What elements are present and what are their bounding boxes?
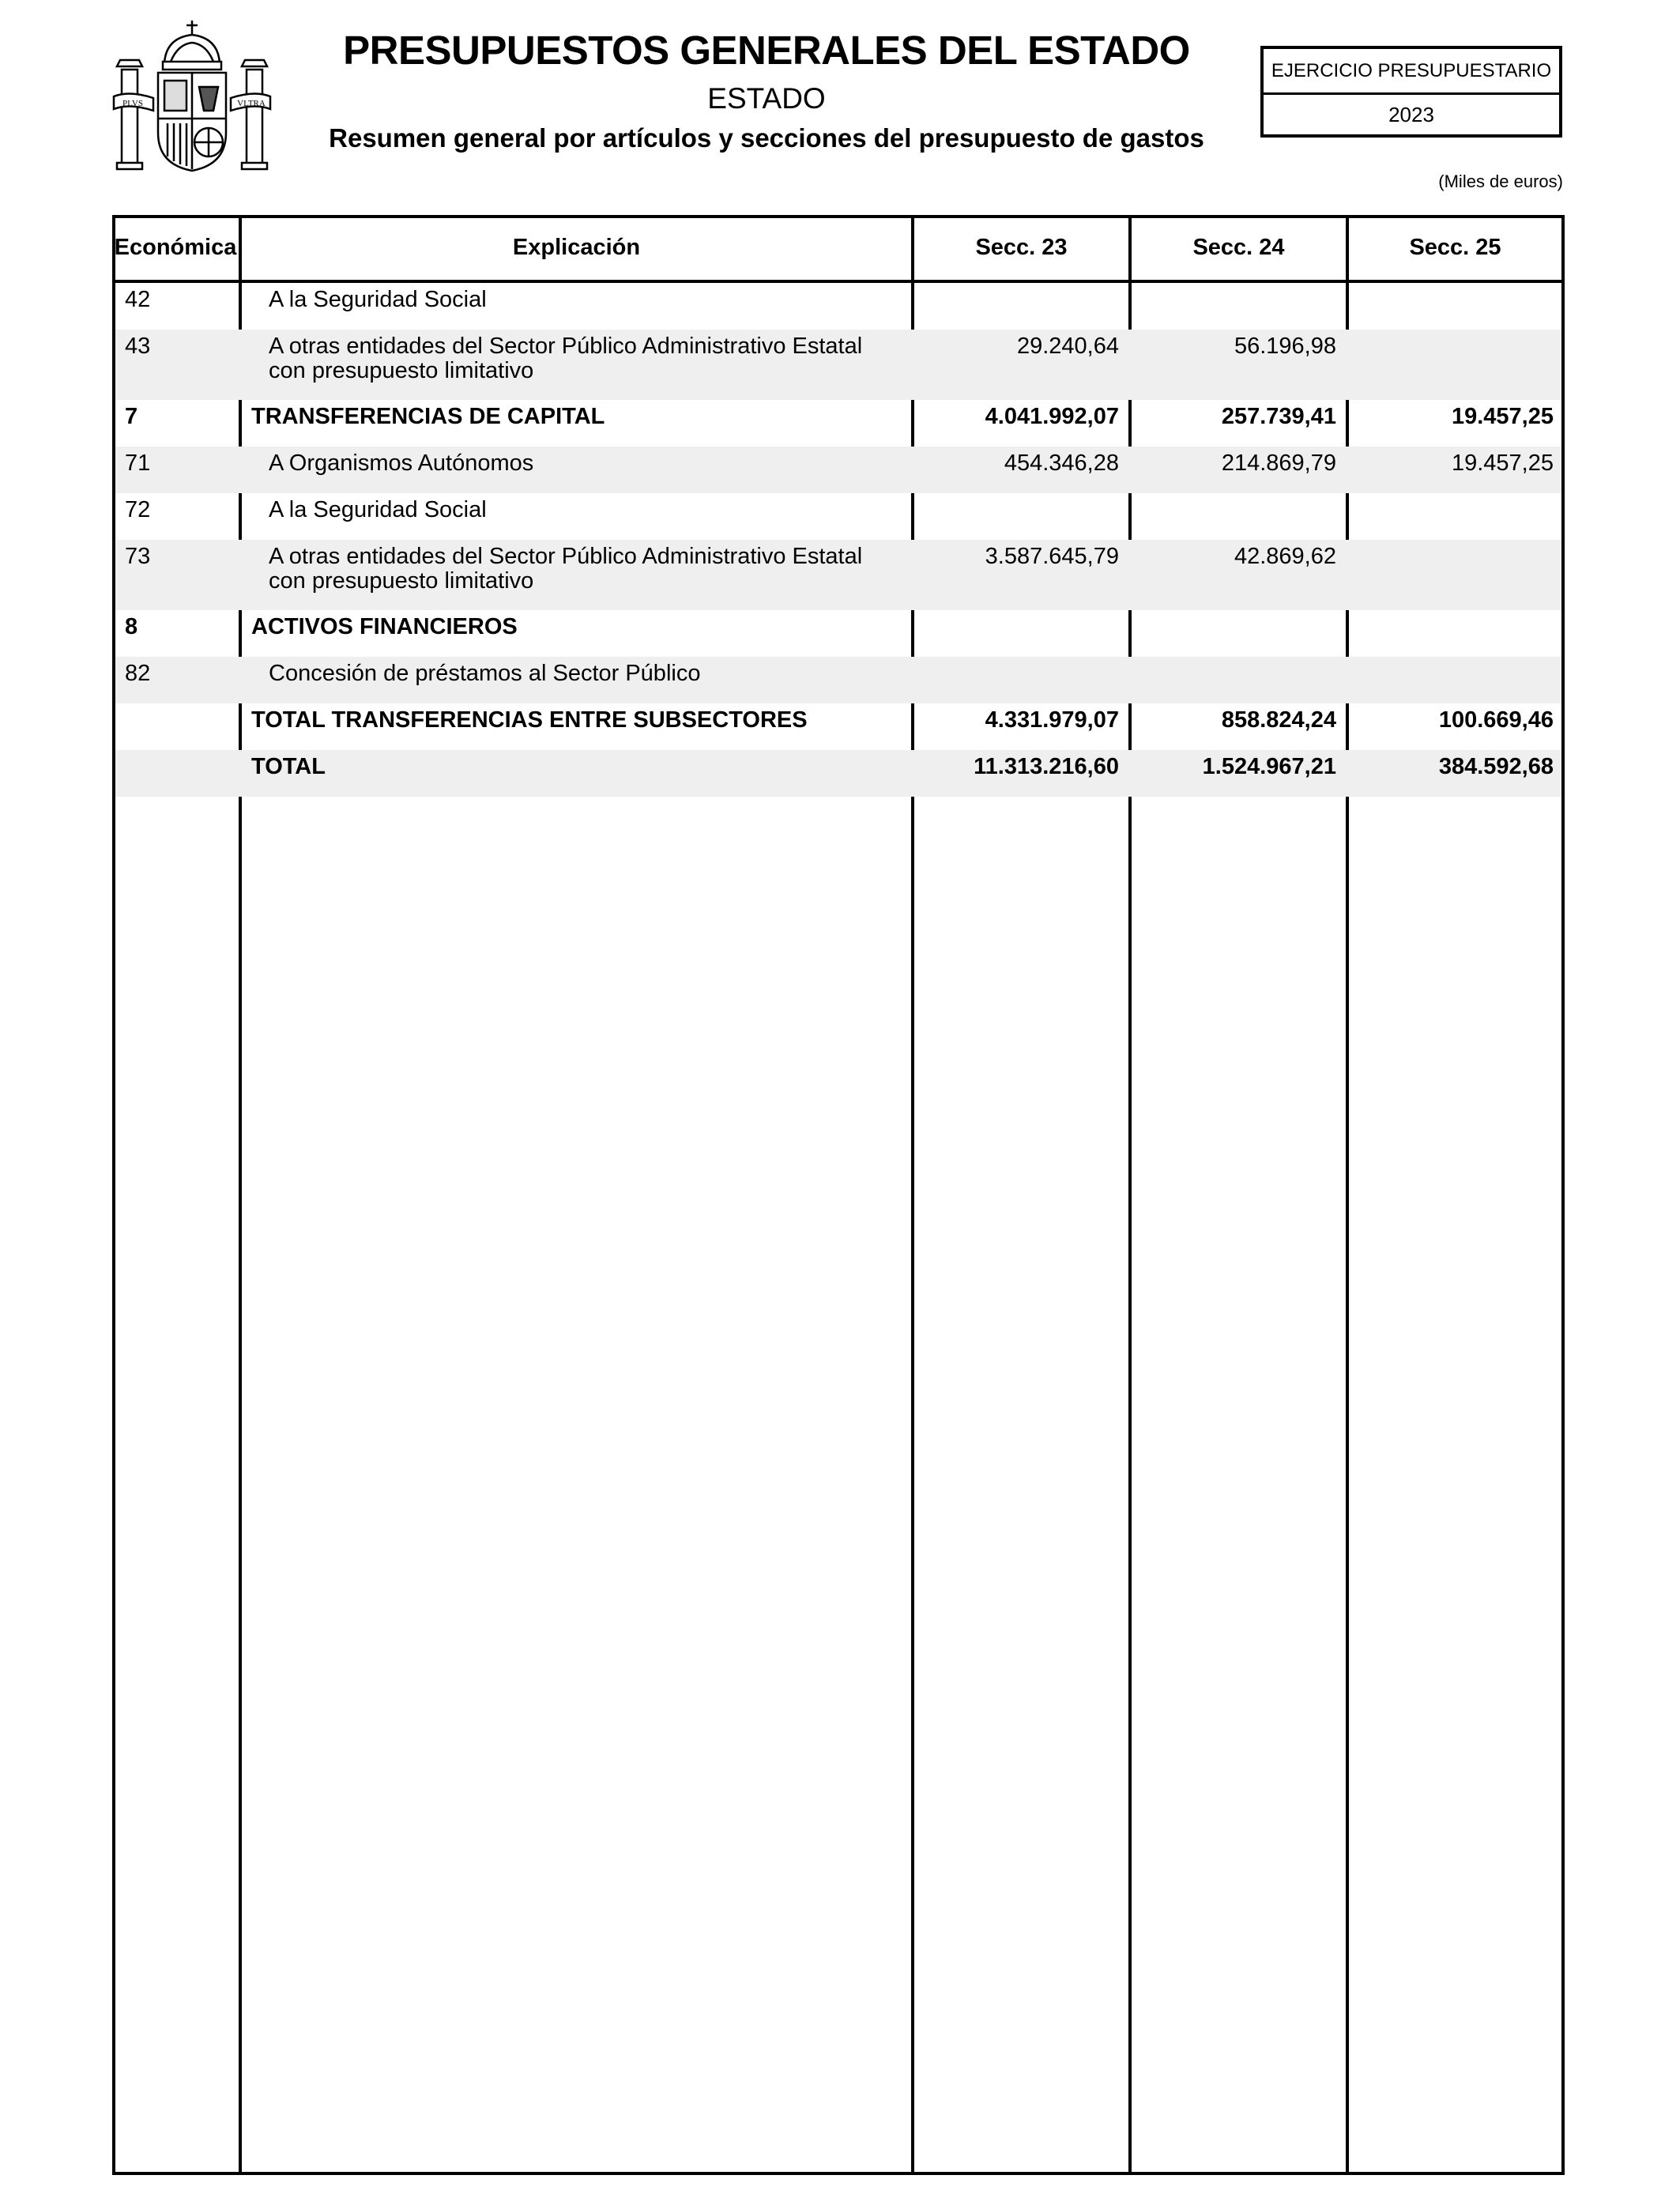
- row-economica-code: 71: [125, 450, 151, 476]
- row-secc-24-value: 257.739,41: [1221, 404, 1336, 429]
- fiscal-year-box: [1260, 46, 1562, 138]
- row-secc-23-value: 4.331.979,07: [985, 707, 1119, 733]
- row-secc-23-value: 3.587.645,79: [985, 544, 1119, 569]
- row-explicacion: TOTAL: [251, 754, 326, 779]
- coat-of-arms-logo: [111, 14, 273, 174]
- row-explicacion: A Organismos Autónomos: [269, 450, 534, 476]
- table-row: [115, 447, 1561, 493]
- header-economica: Económica: [114, 234, 237, 260]
- row-economica-code: 8: [125, 614, 138, 639]
- row-explicacion: A la Seguridad Social: [269, 497, 487, 522]
- page-title: PRESUPUESTOS GENERALES DEL ESTADO: [343, 28, 1190, 73]
- row-secc-24-value: 1.524.967,21: [1202, 754, 1336, 779]
- row-secc-25-value: 19.457,25: [1451, 450, 1554, 476]
- table-body: [115, 283, 1561, 797]
- table-row: [115, 750, 1561, 797]
- row-secc-25-value: 19.457,25: [1451, 404, 1554, 429]
- table-row: [115, 657, 1561, 703]
- fiscal-year-label: EJERCICIO PRESUPUESTARIO: [1264, 49, 1559, 95]
- table-row: [115, 703, 1561, 750]
- row-economica-code: 73: [125, 544, 151, 569]
- row-secc-24-value: 858.824,24: [1221, 707, 1336, 733]
- page-description: Resumen general por artículos y secciones del presupuesto de gastos: [329, 123, 1204, 153]
- header-explicacion: Explicación: [512, 234, 641, 260]
- row-secc-23-value: 4.041.992,07: [985, 404, 1119, 429]
- row-secc-23-value: 29.240,64: [1016, 334, 1119, 359]
- row-secc-24-value: 214.869,79: [1221, 450, 1336, 476]
- header-secc-23: Secc. 23: [975, 234, 1068, 260]
- row-economica-code: 42: [125, 287, 151, 312]
- svg-text:VLTRA: VLTRA: [237, 99, 266, 108]
- table-row: [115, 330, 1561, 400]
- row-economica-code: 7: [125, 404, 138, 429]
- row-explicacion: A otras entidades del Sector Público Administrativo Estatal con presupuesto limitativo: [269, 334, 863, 383]
- header-secc-25: Secc. 25: [1409, 234, 1501, 260]
- row-secc-23-value: 454.346,28: [1004, 450, 1119, 476]
- table-header: [112, 215, 1565, 283]
- page-subtitle: ESTADO: [707, 82, 826, 115]
- table-row: [115, 283, 1561, 330]
- table-row: [115, 400, 1561, 447]
- row-explicacion: ACTIVOS FINANCIEROS: [251, 614, 518, 639]
- row-secc-24-value: 56.196,98: [1234, 334, 1336, 359]
- row-secc-25-value: 384.592,68: [1438, 754, 1554, 779]
- row-explicacion: A otras entidades del Sector Público Administrativo Estatal con presupuesto limitativo: [269, 544, 863, 594]
- row-explicacion: TRANSFERENCIAS DE CAPITAL: [251, 404, 605, 429]
- row-secc-25-value: 100.669,46: [1438, 707, 1554, 733]
- row-secc-24-value: 42.869,62: [1234, 544, 1336, 569]
- table-row: [115, 610, 1561, 657]
- units-note: (Miles de euros): [1438, 172, 1563, 191]
- row-secc-23-value: 11.313.216,60: [974, 754, 1119, 779]
- table-row: [115, 493, 1561, 540]
- row-economica-code: 43: [125, 334, 151, 359]
- header-secc-24: Secc. 24: [1192, 234, 1285, 260]
- svg-text:PLVS: PLVS: [122, 99, 143, 108]
- row-explicacion: A la Seguridad Social: [269, 287, 487, 312]
- row-economica-code: 82: [125, 661, 151, 686]
- table-row: [115, 540, 1561, 610]
- row-explicacion: Concesión de préstamos al Sector Público: [269, 661, 701, 686]
- row-economica-code: 72: [125, 497, 151, 522]
- fiscal-year-value: 2023: [1388, 103, 1434, 126]
- row-explicacion: TOTAL TRANSFERENCIAS ENTRE SUBSECTORES: [251, 707, 808, 733]
